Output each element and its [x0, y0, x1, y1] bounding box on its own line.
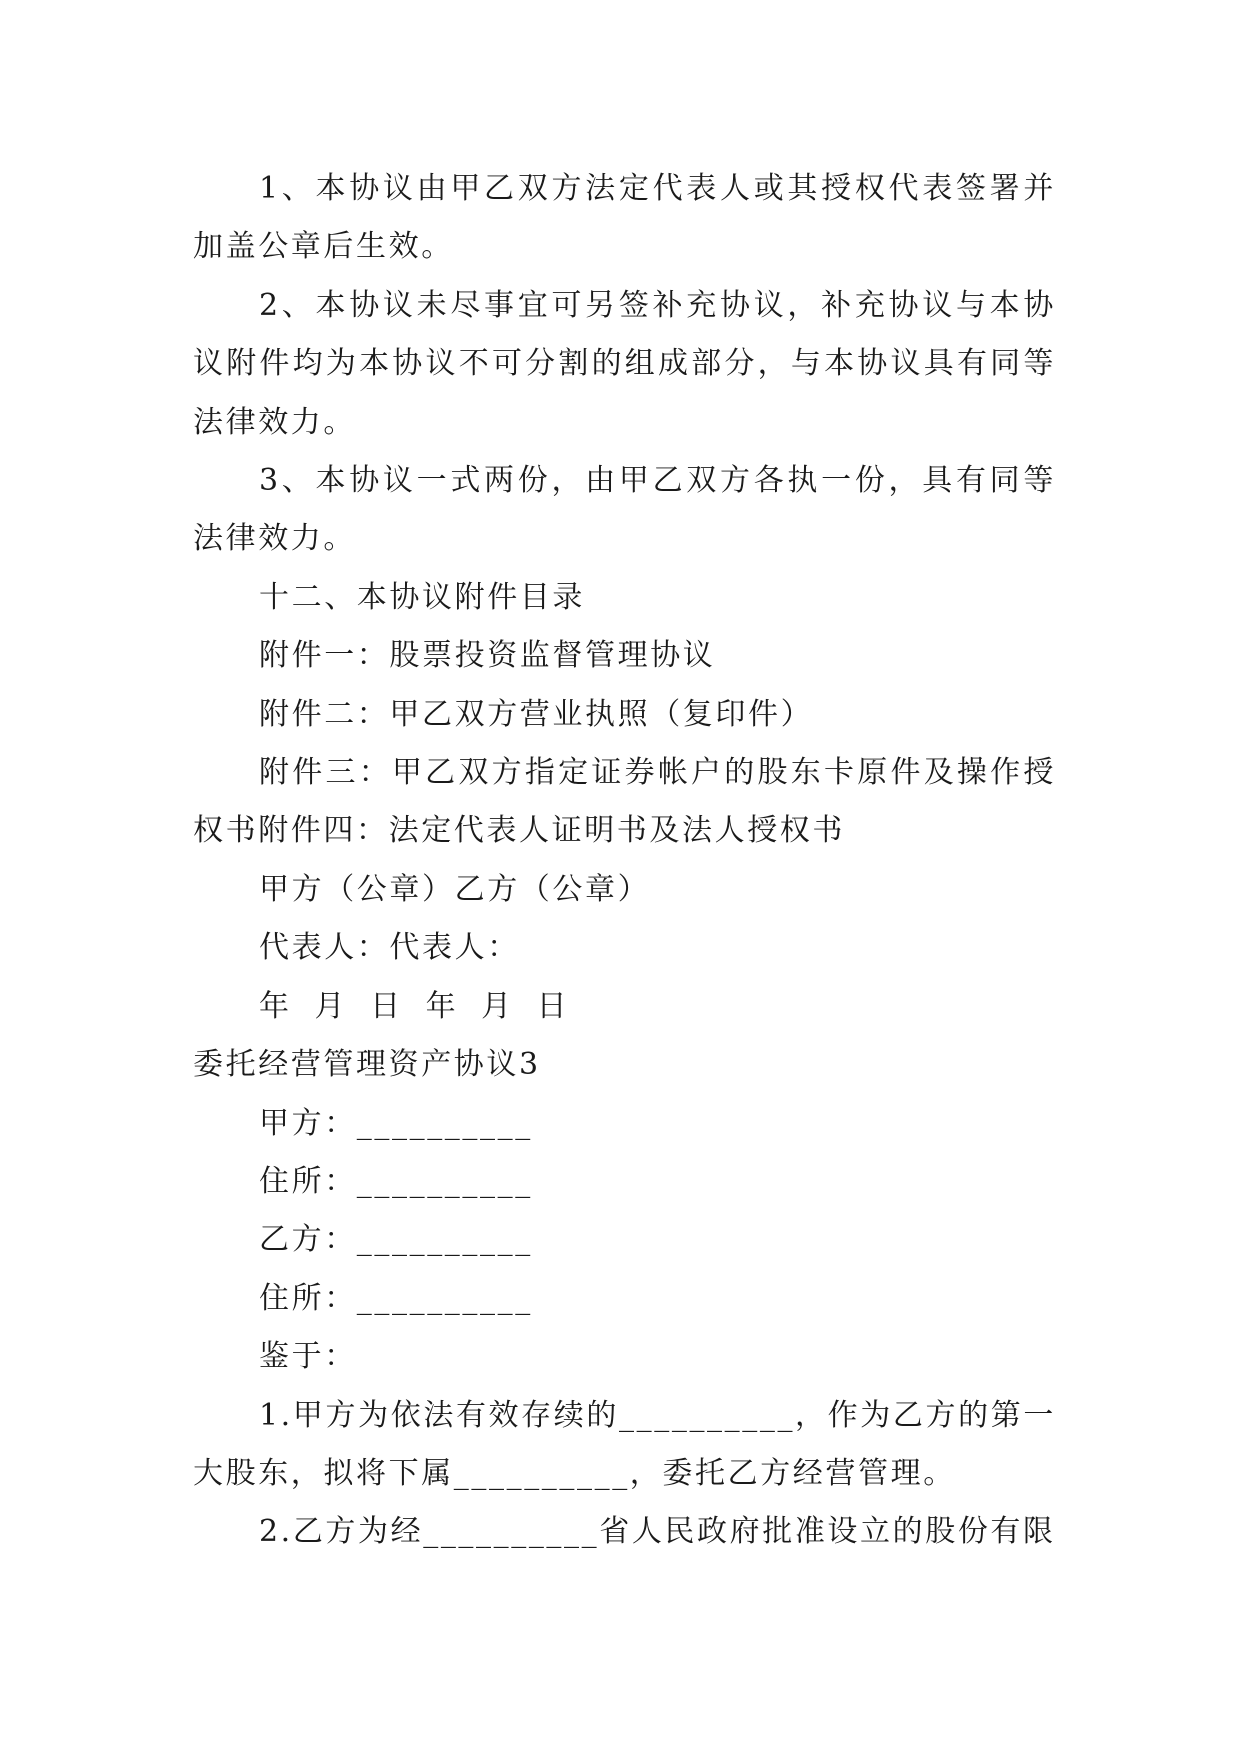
attachment-2: 附件二：甲乙双方营业执照（复印件）	[259, 696, 814, 732]
date-line: 年 月 日 年 月 日	[259, 988, 575, 1024]
clause-2: 2、本协议未尽事宜可另签补充协议，补充协议与本协议附件均为本协议不可分割的组成部分，与本协议具有同等法律效力。	[193, 287, 1056, 440]
representative-line: 代表人：代表人：	[259, 930, 520, 966]
clause-3: 3、本协议一式两份，由甲乙双方各执一份，具有同等法律效力。	[193, 463, 1056, 557]
attachment-3-4: 附件三：甲乙双方指定证券帐户的股东卡原件及操作授权书附件四：法定代表人证明书及法人授权书	[193, 755, 1056, 849]
clause-1: 1、本协议由甲乙双方法定代表人或其授权代表签署并加盖公章后生效。	[193, 171, 1056, 265]
recital-2: 2.乙方为经__________省人民政府批准设立的股份有限	[259, 1514, 1056, 1550]
party-a-field: 甲方：__________	[259, 1105, 533, 1141]
seal-line: 甲方（公章）乙方（公章）	[259, 871, 651, 907]
document-body	[193, 160, 1056, 1562]
recital-1: 1.甲方为依法有效存续的__________，作为乙方的第一大股东，拟将下属__________，委托乙方经营管理。	[193, 1397, 1056, 1491]
agreement-title: 委托经营管理资产协议3	[193, 1047, 541, 1083]
party-a-address-field: 住所：__________	[259, 1163, 533, 1199]
party-b-field: 乙方：__________	[259, 1222, 533, 1258]
attachment-1: 附件一：股票投资监督管理协议	[259, 638, 716, 674]
whereas-heading: 鉴于：	[259, 1339, 357, 1375]
section-heading-attachments: 十二、本协议附件目录	[259, 579, 585, 615]
party-b-address-field: 住所：__________	[259, 1280, 533, 1316]
